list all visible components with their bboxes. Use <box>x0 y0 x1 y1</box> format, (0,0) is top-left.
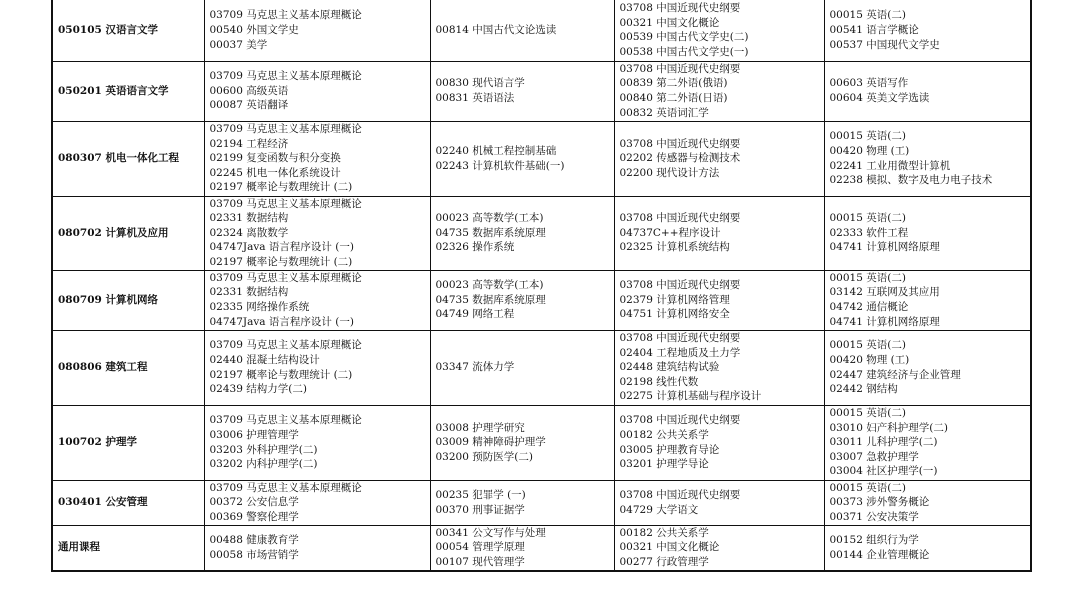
table-row <box>52 525 1031 571</box>
course-entry: 00015 英语(二) <box>829 481 906 494</box>
course-entry: 03709 马克思主义基本原理概论 <box>209 70 362 83</box>
course-entry: 03709 马克思主义基本原理概论 <box>209 481 362 494</box>
course-entry: 00341 公文写作与处理 <box>435 526 546 539</box>
course-entry: 00015 英语(二) <box>829 339 906 352</box>
course-entry: 00037 美学 <box>209 38 268 51</box>
course-entry: 00540 外国文学史 <box>209 23 299 36</box>
course-entry: 04747Java 语言程序设计 (一) <box>209 241 354 254</box>
table-row <box>52 196 1031 270</box>
course-entry: 03709 马克思主义基本原理概论 <box>209 414 362 427</box>
major-name-cell: 050201 英语语言文学 <box>52 61 204 121</box>
course-entry: 04741 计算机网络原理 <box>829 241 940 254</box>
table-row <box>52 0 1031 61</box>
course-entry: 02331 数据结构 <box>209 286 289 299</box>
major-courses-c-cell <box>824 525 1031 571</box>
course-entry: 02448 建筑结构试验 <box>619 361 720 374</box>
course-entry: 02275 计算机基础与程序设计 <box>619 390 762 403</box>
course-entry: 00054 管理学原理 <box>435 541 525 554</box>
course-entry: 03005 护理教育导论 <box>619 443 720 456</box>
course-entry: 02197 概率论与数理统计 (二) <box>209 255 353 268</box>
course-entry: 02335 网络操作系统 <box>209 301 310 313</box>
major-courses-a-cell <box>430 525 614 571</box>
course-entry: 03709 马克思主义基本原理概论 <box>209 123 362 136</box>
major-courses-a-cell <box>430 121 614 196</box>
course-entry: 03200 预防医学(二) <box>435 450 533 463</box>
course-entry: 00370 刑事证据学 <box>435 503 525 516</box>
course-entry: 04751 计算机网络安全 <box>619 308 730 321</box>
course-entry: 04742 通信概论 <box>829 301 909 313</box>
major-courses-b-cell <box>614 0 824 61</box>
course-entry: 02243 计算机软件基础(一) <box>435 159 565 172</box>
course-entry: 03708 中国近现代史纲要 <box>619 212 741 225</box>
course-entry: 02333 软件工程 <box>829 226 909 239</box>
major-courses-b-cell <box>614 61 824 121</box>
course-entry: 02241 工业用微型计算机 <box>829 159 951 172</box>
major-name-cell: 080307 机电一体化工程 <box>52 121 204 196</box>
major-courses-a-cell <box>430 405 614 480</box>
course-entry: 00603 英语写作 <box>829 77 909 90</box>
course-entry: 03347 流体力学 <box>435 361 515 374</box>
major-courses-c-cell <box>824 405 1031 480</box>
major-courses-a-cell <box>430 196 614 270</box>
public-courses-cell <box>204 61 430 121</box>
major-courses-c-cell <box>824 270 1031 330</box>
course-entry: 00058 市场营销学 <box>209 548 299 561</box>
course-entry: 02404 工程地质及土力学 <box>619 346 741 359</box>
major-courses-b-cell <box>614 270 824 330</box>
course-entry: 03006 护理管理学 <box>209 428 299 441</box>
course-entry: 03708 中国近现代史纲要 <box>619 279 741 292</box>
course-entry: 00537 中国现代文学史 <box>829 38 940 51</box>
public-courses-cell <box>204 196 430 270</box>
public-courses-cell <box>204 121 430 196</box>
course-entry: 00321 中国文化概论 <box>619 541 720 554</box>
table-row <box>52 121 1031 196</box>
major-courses-b-cell <box>614 330 824 405</box>
course-entry: 03142 互联网及其应用 <box>829 286 940 299</box>
course-entry: 03008 护理学研究 <box>435 421 525 434</box>
course-entry: 03708 中国近现代史纲要 <box>619 414 741 427</box>
table-row <box>52 405 1031 480</box>
course-entry: 02440 混凝土结构设计 <box>209 353 320 366</box>
table-row <box>52 61 1031 121</box>
course-entry: 00373 涉外警务概论 <box>829 496 930 509</box>
course-entry: 03011 儿科护理学(二) <box>829 436 938 449</box>
course-entry: 02442 钢结构 <box>829 383 898 396</box>
course-entry: 03004 社区护理学(一) <box>829 465 938 478</box>
course-entry: 00420 物理 (工) <box>829 144 910 157</box>
major-courses-c-cell <box>824 61 1031 121</box>
course-entry: 00839 第二外语(俄语) <box>619 77 728 90</box>
course-entry: 03709 马克思主义基本原理概论 <box>209 197 362 210</box>
table-body <box>52 0 1031 571</box>
major-name-cell: 080702 计算机及应用 <box>52 196 204 270</box>
course-entry: 00369 警察伦理学 <box>209 510 299 523</box>
public-courses-cell <box>204 405 430 480</box>
course-entry: 03708 中国近现代史纲要 <box>619 332 741 345</box>
major-courses-c-cell <box>824 121 1031 196</box>
course-entry: 00015 英语(二) <box>829 212 906 225</box>
course-entry: 00182 公共关系学 <box>619 526 709 539</box>
course-entry: 02325 计算机系统结构 <box>619 241 730 254</box>
course-entry: 00830 现代语言学 <box>435 77 525 90</box>
course-entry: 02324 离散数学 <box>209 226 289 239</box>
course-entry: 03708 中国近现代史纲要 <box>619 488 741 501</box>
course-entry: 00107 现代管理学 <box>435 556 525 569</box>
course-entry: 03708 中国近现代史纲要 <box>619 62 741 75</box>
major-name-cell: 100702 护理学 <box>52 405 204 480</box>
course-entry: 00541 语言学概论 <box>829 23 919 36</box>
table-row <box>52 330 1031 405</box>
course-entry: 03708 中国近现代史纲要 <box>619 2 741 15</box>
course-entry: 00831 英语语法 <box>435 92 515 104</box>
course-entry: 00488 健康教育学 <box>209 534 299 547</box>
course-entry: 00321 中国文化概论 <box>619 16 720 29</box>
major-courses-c-cell <box>824 330 1031 405</box>
course-entry: 02326 操作系统 <box>435 241 515 254</box>
public-courses-cell <box>204 330 430 405</box>
course-entry: 00182 公共关系学 <box>619 428 709 441</box>
course-entry: 00015 英语(二) <box>829 407 906 420</box>
course-entry: 00152 组织行为学 <box>829 534 919 547</box>
major-courses-a-cell <box>430 61 614 121</box>
course-entry: 00277 行政管理学 <box>619 556 709 569</box>
major-courses-b-cell <box>614 121 824 196</box>
major-name-cell: 080806 建筑工程 <box>52 330 204 405</box>
course-entry: 03708 中国近现代史纲要 <box>619 137 741 150</box>
course-entry: 03007 急救护理学 <box>829 450 919 463</box>
course-entry: 02202 传感器与检测技术 <box>619 152 741 165</box>
course-entry: 02197 概率论与数理统计 (二) <box>209 181 353 194</box>
course-entry: 00023 高等数学(工本) <box>435 212 544 225</box>
course-entry: 02198 线性代数 <box>619 375 699 388</box>
major-courses-a-cell <box>430 330 614 405</box>
course-entry: 02200 现代设计方法 <box>619 166 720 179</box>
public-courses-cell <box>204 480 430 525</box>
course-entry: 02240 机械工程控制基础 <box>435 144 557 157</box>
major-name-cell: 080709 计算机网络 <box>52 270 204 330</box>
major-courses-c-cell <box>824 0 1031 61</box>
course-entry: 03203 外科护理学(二) <box>209 443 318 456</box>
course-entry: 04749 网络工程 <box>435 308 515 321</box>
course-entry: 02331 数据结构 <box>209 212 289 225</box>
major-courses-a-cell <box>430 480 614 525</box>
major-courses-b-cell <box>614 480 824 525</box>
course-entry: 00539 中国古代文学史(二) <box>619 31 749 44</box>
course-entry: 03010 妇产科护理学(二) <box>829 421 948 434</box>
major-name-cell: 050105 汉语言文学 <box>52 0 204 61</box>
course-entry: 00015 英语(二) <box>829 130 906 143</box>
course-entry: 03202 内科护理学(二) <box>209 458 318 471</box>
major-courses-b-cell <box>614 525 824 571</box>
course-entry: 00235 犯罪学 (一) <box>435 488 526 501</box>
major-courses-c-cell <box>824 196 1031 270</box>
course-entry: 02199 复变函数与积分变换 <box>209 152 341 165</box>
course-entry: 03201 护理学导论 <box>619 458 709 471</box>
course-entry: 00144 企业管理概论 <box>829 548 930 561</box>
course-entry: 02194 工程经济 <box>209 137 289 150</box>
exam-course-table <box>51 0 1032 572</box>
course-entry: 02379 计算机网络管理 <box>619 293 730 306</box>
course-entry: 03709 马克思主义基本原理概论 <box>209 339 362 352</box>
course-entry: 04737C++程序设计 <box>619 226 721 239</box>
major-courses-b-cell <box>614 405 824 480</box>
course-entry: 03709 马克思主义基本原理概论 <box>209 9 362 22</box>
course-entry: 00600 高级英语 <box>209 84 289 97</box>
course-entry: 00371 公安决策学 <box>829 510 919 523</box>
course-entry: 02439 结构力学(二) <box>209 383 307 396</box>
course-entry: 00832 英语词汇学 <box>619 106 709 119</box>
course-entry: 04729 大学语文 <box>619 503 699 516</box>
course-entry: 02197 概率论与数理统计 (二) <box>209 368 353 381</box>
course-entry: 03009 精神障碍护理学 <box>435 436 546 449</box>
course-entry: 00420 物理 (工) <box>829 353 910 366</box>
course-entry: 00087 英语翻译 <box>209 99 289 112</box>
course-entry: 00023 高等数学(工本) <box>435 279 544 292</box>
course-entry: 00015 英语(二) <box>829 271 906 284</box>
course-entry: 00840 第二外语(日语) <box>619 92 728 104</box>
course-entry: 04735 数据库系统原理 <box>435 226 546 239</box>
course-entry: 00015 英语(二) <box>829 9 906 22</box>
course-entry: 04735 数据库系统原理 <box>435 293 546 306</box>
course-entry: 00814 中国古代文论选读 <box>435 23 557 36</box>
course-entry: 02238 模拟、数字及电力电子技术 <box>829 174 993 187</box>
course-entry: 02447 建筑经济与企业管理 <box>829 368 961 381</box>
course-entry: 02245 机电一体化系统设计 <box>209 166 341 179</box>
course-entry: 04747Java 语言程序设计 (一) <box>209 315 354 328</box>
table-row <box>52 480 1031 525</box>
major-courses-a-cell <box>430 270 614 330</box>
table-row <box>52 270 1031 330</box>
course-entry: 03709 马克思主义基本原理概论 <box>209 271 362 284</box>
major-name-cell: 通用课程 <box>52 525 204 571</box>
major-name-cell: 030401 公安管理 <box>52 480 204 525</box>
course-entry: 00538 中国古代文学史(一) <box>619 45 749 58</box>
public-courses-cell <box>204 525 430 571</box>
course-entry: 00372 公安信息学 <box>209 496 299 509</box>
major-courses-c-cell <box>824 480 1031 525</box>
major-courses-a-cell <box>430 0 614 61</box>
public-courses-cell <box>204 0 430 61</box>
course-entry: 00604 英美文学选读 <box>829 92 930 104</box>
course-entry: 04741 计算机网络原理 <box>829 315 940 328</box>
public-courses-cell <box>204 270 430 330</box>
major-courses-b-cell <box>614 196 824 270</box>
